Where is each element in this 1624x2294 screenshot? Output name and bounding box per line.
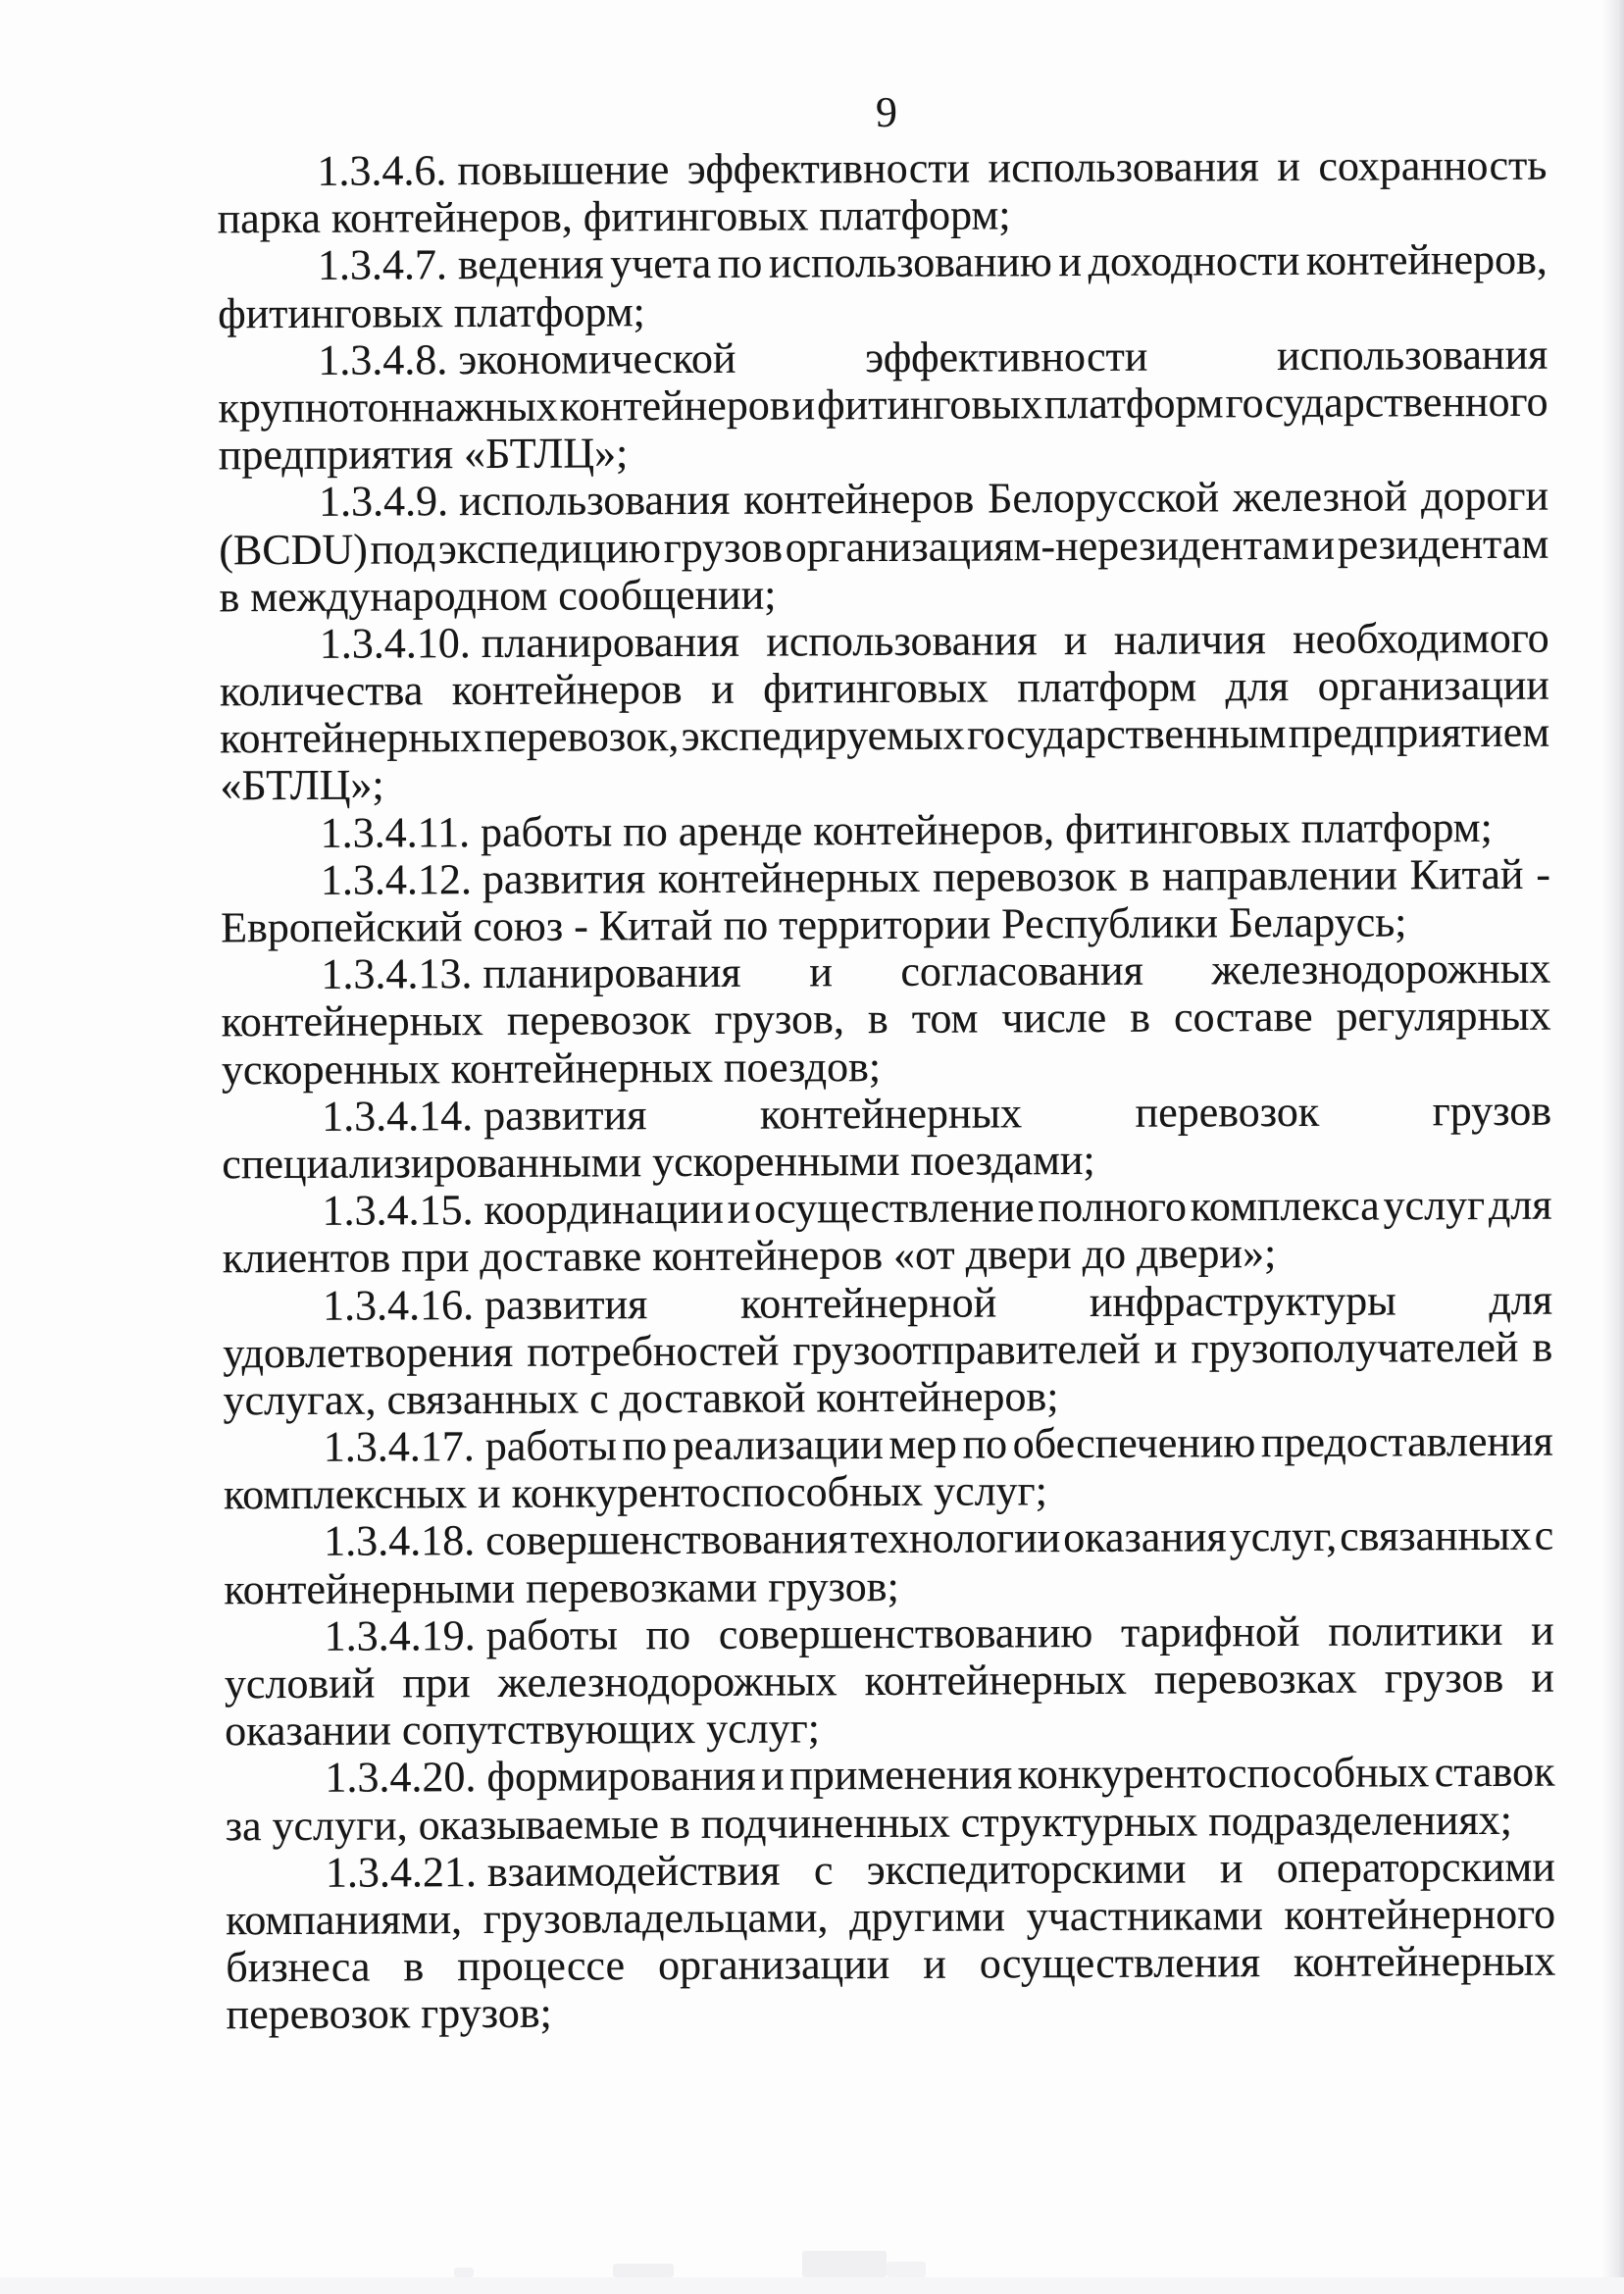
word: и (791, 381, 816, 430)
word: грузов (1384, 1653, 1504, 1703)
word: в (1129, 851, 1150, 900)
text-line (322, 1182, 1551, 1235)
word: перевозках (1153, 1654, 1357, 1704)
word: контейнеров, (1305, 235, 1548, 285)
scan-edge-shadow (1602, 0, 1624, 2294)
word: организации (657, 1940, 890, 1990)
word: 1.3.4.6. повышение (317, 145, 670, 195)
word: и (1277, 141, 1301, 191)
word: грузоотправителей (792, 1324, 1142, 1375)
word: грузов (663, 523, 784, 572)
text-line (322, 1087, 1551, 1140)
text-line (226, 1891, 1555, 1945)
word: и (1531, 1653, 1555, 1702)
text-line: перевозок грузов; (226, 1988, 552, 2039)
word: 1.3.4.19. работы (324, 1610, 618, 1660)
word: услуг (1383, 1181, 1486, 1230)
word: удовлетворения (223, 1327, 514, 1377)
text-line (220, 662, 1549, 716)
word: и (727, 1184, 751, 1233)
word: контейнерных (864, 1655, 1127, 1706)
scan-smudge (613, 2264, 674, 2277)
text-line: предприятия «БТЛЦ»; (218, 429, 629, 480)
text-line: в международном сообщении; (219, 570, 777, 622)
word: 1.3.4.16. развития (322, 1279, 648, 1330)
word: 1.3.4.7. ведения (317, 239, 604, 290)
word: ставок (1434, 1748, 1555, 1797)
word: конкурентоспособных (1017, 1748, 1430, 1799)
word: доходности (1088, 236, 1300, 286)
word: грузовладельцами, (482, 1893, 829, 1943)
word: с (1534, 1511, 1554, 1560)
word: 1.3.4.17. работы (323, 1421, 618, 1471)
word: грузополучателей (1191, 1322, 1519, 1373)
word: 1.3.4.20. формирования (325, 1752, 756, 1803)
word: полного (1038, 1182, 1187, 1232)
word: осуществление (753, 1183, 1035, 1233)
word: бизнеса (226, 1942, 371, 1992)
word: - (1536, 849, 1551, 898)
text-line: за услуги, оказываемые в подчиненных структурных подразделениях; (225, 1795, 1512, 1850)
word: контейнерной (739, 1277, 997, 1328)
word: 1.3.4.10. планирования (319, 617, 740, 668)
word: экспедиторскими (866, 1844, 1187, 1894)
paragraph-1.3.4.11 (221, 803, 1550, 857)
page-number: 9 (875, 87, 898, 137)
word: и (1531, 1606, 1554, 1655)
text-line: 1.3.4.11. работы по аренде контейнеров, фитинговых платформ; (320, 802, 1493, 857)
paragraph-1.3.4.16 (223, 1276, 1553, 1424)
paragraph-1.3.4.18 (224, 1512, 1553, 1613)
text-line: парка контейнеров, фитинговых платформ; (217, 190, 1011, 243)
word: перевозок (932, 851, 1117, 901)
paragraph-1.3.4.14 (222, 1087, 1551, 1188)
word: компаниями, (226, 1895, 463, 1945)
word: и (1219, 1843, 1243, 1893)
text-line: комплексных и конкурентоспособных услуг; (223, 1466, 1047, 1519)
word: грузов, (714, 994, 845, 1045)
word: осуществления (979, 1938, 1261, 1988)
text-line (220, 709, 1549, 763)
word: платформ (1017, 662, 1197, 712)
word: по (962, 1419, 1008, 1468)
text-line (325, 1606, 1554, 1659)
word: в (867, 994, 888, 1044)
word: железнодорожных (1211, 943, 1551, 994)
text-line: контейнерными перевозками грузов; (224, 1561, 899, 1613)
word: фитинговых (816, 380, 1042, 430)
text-line: «БТЛЦ»; (220, 760, 384, 810)
word: контейнерных (221, 996, 483, 1046)
word: комплекса (1190, 1181, 1380, 1231)
word: процессе (457, 1941, 626, 1991)
word: другими (849, 1892, 1006, 1942)
word: количества (219, 666, 424, 716)
word: и (809, 947, 833, 996)
text-line: ускоренных контейнерных поездов; (221, 1042, 882, 1094)
text-line (323, 1276, 1552, 1329)
word: оказания (1063, 1512, 1227, 1562)
paragraph-1.3.4.13 (221, 945, 1551, 1094)
word: 1.3.4.15. координации (322, 1184, 724, 1235)
word: (BCDU) (219, 525, 368, 574)
word: регулярных (1336, 992, 1551, 1042)
word: и (1063, 615, 1088, 664)
word: контейнерных (220, 713, 482, 763)
text-line (321, 851, 1550, 904)
word: и (1153, 1324, 1178, 1373)
paragraph-1.3.4.9 (219, 473, 1549, 621)
text-line (222, 993, 1551, 1046)
word: фитинговых (763, 663, 989, 713)
word: участниками (1026, 1891, 1263, 1941)
word: контейнерного (1284, 1889, 1556, 1939)
word: перевозок (1135, 1087, 1320, 1137)
text-line (317, 142, 1547, 195)
word: применения (789, 1750, 1013, 1800)
word: и (711, 664, 735, 713)
text-line: фитинговых платформ; (217, 286, 645, 337)
word: наличия (1113, 614, 1266, 664)
word: в (1130, 994, 1151, 1043)
word: платформ (1043, 379, 1224, 429)
text-line (324, 1512, 1553, 1565)
word: эффективности (865, 331, 1148, 382)
word: связанных (1340, 1511, 1532, 1561)
paragraph-1.3.4.8 (218, 331, 1548, 479)
paragraph-1.3.4.17 (224, 1418, 1553, 1519)
word: для (1489, 1275, 1553, 1324)
word: контейнерных (1293, 1936, 1556, 1987)
word: использованию (768, 237, 1052, 287)
word: крупнотоннажных (218, 382, 558, 433)
text-line (225, 1655, 1554, 1708)
word: том (911, 994, 979, 1044)
text-line (318, 236, 1548, 289)
text-line: клиентов при доставке контейнеров «от двери до двери»; (222, 1229, 1277, 1283)
word: услуг, (1229, 1512, 1338, 1561)
word: и (923, 1939, 946, 1988)
text-line (218, 379, 1548, 433)
word: 1.3.4.8. экономической (318, 333, 736, 384)
word: при (402, 1658, 471, 1708)
word: предоставления (1260, 1416, 1553, 1467)
word: использования (766, 616, 1038, 666)
word: контейнерных (657, 852, 921, 902)
word: организациям-нерезидентам (785, 520, 1309, 571)
text-line: специализированными ускоренными поездами; (222, 1135, 1095, 1189)
word: контейнеров (559, 381, 790, 431)
word: направлении (1161, 850, 1398, 900)
paragraph-1.3.4.21 (226, 1843, 1556, 2038)
word: 1.3.4.18. совершенствования (324, 1514, 848, 1566)
word: предприятием (1288, 707, 1550, 758)
text-line: оказании сопутствующих услуг; (225, 1704, 821, 1756)
word: тарифной (1120, 1606, 1300, 1657)
word: в (403, 1942, 425, 1991)
word: государственным (966, 709, 1287, 759)
word: 1.3.4.12. развития (320, 854, 646, 904)
word: грузов (1432, 1086, 1552, 1136)
word: по (717, 238, 763, 288)
word: перевозок (506, 995, 691, 1045)
word: учета (610, 239, 712, 288)
word: экспедицию (437, 523, 662, 573)
word: согласования (900, 945, 1143, 996)
text-line (226, 1938, 1555, 1992)
paragraph-1.3.4.6 (217, 142, 1547, 243)
word: 1.3.4.13. планирования (321, 947, 741, 999)
word: государственного (1225, 377, 1548, 428)
word: эффективности (686, 143, 971, 193)
word: необходимого (1293, 613, 1549, 663)
word: совершенствованию (718, 1607, 1093, 1658)
word: использования (988, 142, 1259, 192)
text-line: Европейский союз - Китай по территории Республики Беларусь; (221, 897, 1407, 952)
word: для (1488, 1180, 1552, 1230)
word: под (370, 524, 436, 574)
word: с (813, 1846, 834, 1895)
word: 1.3.4.9. использования (318, 476, 731, 527)
word: Белорусской (988, 473, 1220, 523)
text-line (223, 1323, 1552, 1377)
word: контейнеров (451, 665, 683, 715)
word: экспедируемых (681, 710, 965, 761)
word: и (1058, 237, 1083, 286)
word: операторскими (1276, 1842, 1555, 1892)
word: реализации (672, 1420, 884, 1470)
scan-bottom-band (0, 2277, 1624, 2294)
word: контейнерных (759, 1089, 1023, 1139)
text-line (319, 473, 1548, 526)
word: Китай (1409, 849, 1524, 899)
paragraph-1.3.4.19 (225, 1606, 1555, 1755)
word: по (645, 1609, 691, 1659)
scan-smudge (887, 2262, 926, 2277)
word: контейнеров (743, 474, 975, 525)
paragraph-1.3.4.20 (225, 1749, 1554, 1850)
word: железнодорожных (497, 1657, 837, 1707)
text-line (219, 520, 1548, 574)
word: по (622, 1421, 668, 1470)
word: технологии (849, 1513, 1061, 1563)
word: резидентам (1337, 519, 1549, 569)
word: организации (1317, 660, 1550, 710)
word: числе (1001, 994, 1107, 1043)
text-line (321, 945, 1550, 998)
paragraph-1.3.4.10 (220, 615, 1550, 810)
word: и (761, 1751, 785, 1801)
word: инфраструктуры (1089, 1275, 1396, 1326)
word: использования (1276, 330, 1548, 380)
word: сохранность (1318, 140, 1548, 190)
word: и (1311, 520, 1336, 569)
text-line (325, 1749, 1554, 1802)
word: условий (224, 1658, 376, 1708)
word: мер (888, 1419, 957, 1469)
scan-smudge (454, 2268, 474, 2277)
word: обеспечению (1012, 1418, 1256, 1468)
text-line (320, 615, 1549, 668)
text-line (326, 1843, 1555, 1896)
word: для (1225, 662, 1290, 711)
text-line (324, 1418, 1553, 1471)
word: перевозок, (483, 712, 680, 762)
paragraph-1.3.4.15 (222, 1182, 1551, 1283)
word: составе (1173, 993, 1313, 1042)
word: 1.3.4.14. развития (322, 1090, 647, 1141)
word: потребностей (527, 1326, 780, 1376)
word: железной (1233, 472, 1408, 522)
paragraph-1.3.4.7 (218, 236, 1548, 337)
scan-smudge (802, 2251, 887, 2277)
text-line: услугах, связанных с доставкой контейнеров; (223, 1372, 1059, 1425)
word: 1.3.4.21. взаимодействия (325, 1846, 781, 1897)
word: в (1532, 1322, 1553, 1371)
paragraph-1.3.4.12 (221, 851, 1550, 952)
word: дороги (1420, 472, 1549, 521)
word: политики (1328, 1606, 1503, 1656)
text-line (318, 331, 1548, 383)
document-body-text (217, 142, 1555, 2039)
